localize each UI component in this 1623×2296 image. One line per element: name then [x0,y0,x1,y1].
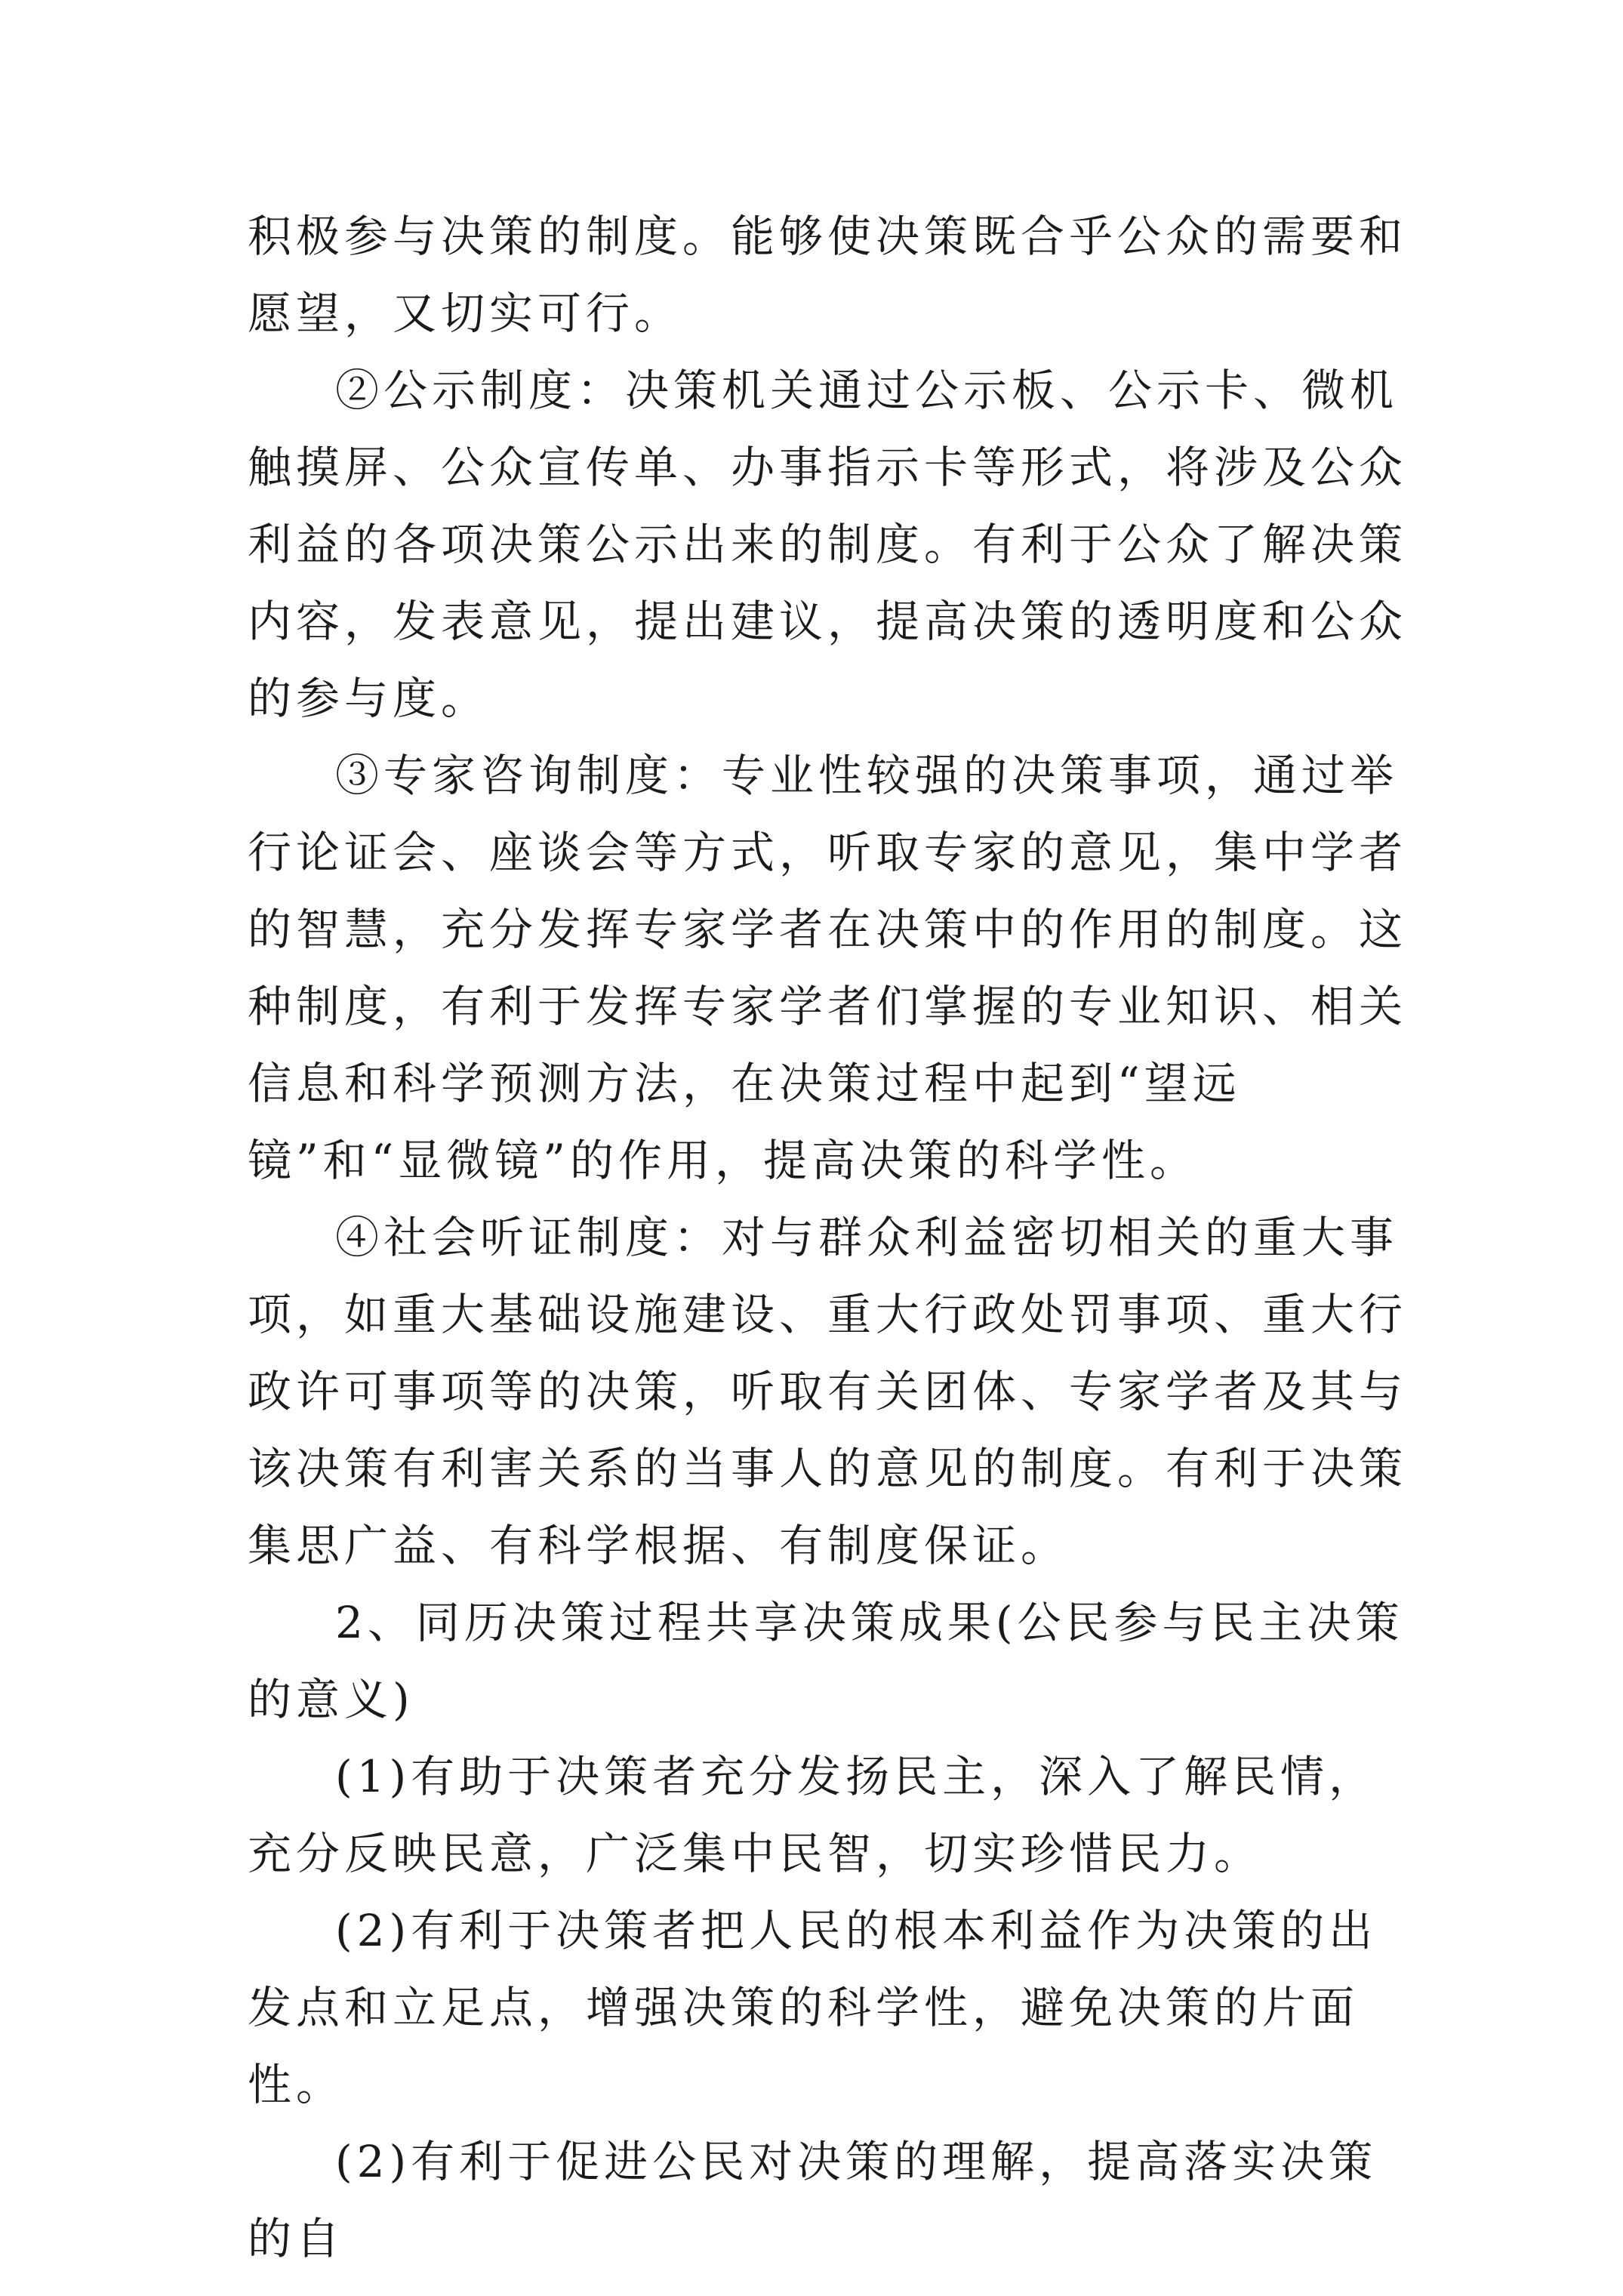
paragraph-point-1: (1)有助于决策者充分发扬民主，深入了解民情，充分反映民意，广泛集中民智，切实珍惜民力。 [248,1751,1378,1879]
paragraph-intro: 积极参与决策的制度。能够使决策既合乎公众的需要和愿望，又切实可行。 [248,211,1408,339]
paragraph-public-notice-system: ②公示制度：决策机关通过公示板、公示卡、微机触摸屏、公众宣传单、办事指示卡等形式，将涉及公众利益的各项决策公示出来的制度。有利于公众了解决策内容，发表意见，提出建议，提高决策的透明度和公众的参与度。 [248,365,1408,724]
paragraph-point-3: (2)有利于促进公民对决策的理解，提高落实决策的自 [248,2136,1378,2264]
section-heading-significance: 2、同历决策过程共享决策成果(公民参与民主决策的意义) [248,1597,1404,1725]
paragraph-point-2: (2)有利于决策者把人民的根本利益作为决策的出发点和立足点，增强决策的科学性，避免决策的片面性。 [248,1905,1378,2110]
paragraph-expert-consultation-system: ③专家咨询制度：专业性较强的决策事项，通过举行论证会、座谈会等方式，听取专家的意见，集中学者的智慧，充分发挥专家学者在决策中的作用的制度。这种制度，有利于发挥专家学者们掌握的专业知识、相关信息和科学预测方法，在决策过程中起到“望远镜”和“显微镜”的作用，提高决策的科学性。 [248,750,1408,1186]
paragraph-public-hearing-system: ④社会听证制度：对与群众利益密切相关的重大事项，如重大基础设施建设、重大行政处罚事项、重大行政许可事项等的决策，听取有关团体、专家学者及其与该决策有利害关系的当事人的意见的制度。有利于决策集思广益、有科学根据、有制度保证。 [248,1212,1408,1571]
body-text [248,198,1410,2277]
